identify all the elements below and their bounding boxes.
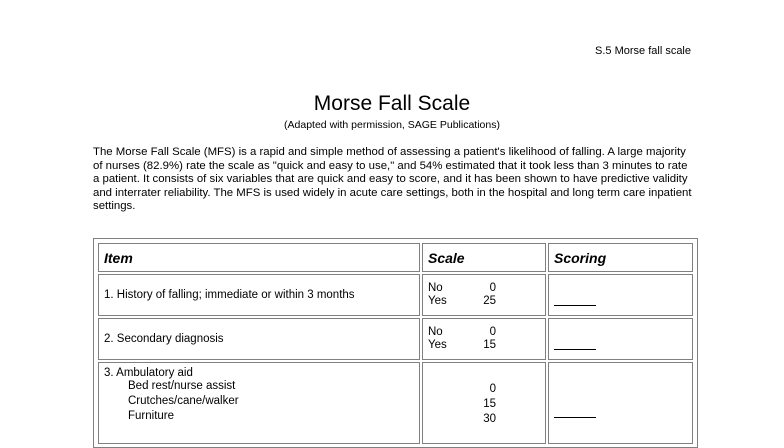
page-reference: S.5 Morse fall scale [595, 45, 691, 57]
scale-value: 25 [483, 295, 496, 307]
scale-cell [422, 274, 546, 316]
header-item: Item [98, 243, 420, 272]
scale-option [428, 339, 540, 352]
header-scoring: Scoring [548, 243, 693, 272]
scale-label: No [428, 282, 443, 294]
intro-paragraph: The Morse Fall Scale (MFS) is a rapid and simple method of assessing a patient's likelihood of falling. A large majority of nurses (82.9%) rate the scale as "quick and easy to use," and 54% estimated that it took less than 3 minutes to rate a patient. It consists of six variables that are quick and easy to score, and it has been shown to have predictive validity and interrater reliability. The MFS is used widely in acute care settings, both in the hospital and long term care inpatient settings. [93, 146, 692, 213]
scale-value: 0 [489, 326, 496, 338]
score-blank-line[interactable] [554, 349, 596, 350]
scale-value: 30 [483, 413, 496, 425]
table-row [98, 362, 693, 444]
scoring-cell[interactable] [548, 318, 693, 360]
scale-cell [422, 362, 546, 444]
page-title: Morse Fall Scale [313, 92, 471, 115]
page-subtitle: (Adapted with permission, SAGE Publications) [284, 119, 500, 131]
scale-option [428, 412, 540, 427]
item-cell [98, 362, 420, 444]
scale-label: Yes [428, 295, 447, 307]
score-blank-line[interactable] [554, 417, 596, 418]
scale-option [428, 397, 540, 412]
scale-cell [422, 318, 546, 360]
score-blank-line[interactable] [554, 305, 596, 306]
scale-value: 0 [489, 282, 496, 294]
scale-option [428, 382, 540, 397]
scale-value: 15 [483, 339, 496, 351]
scale-option [428, 295, 540, 308]
scale-table-frame [93, 238, 698, 448]
sub-item: Bed rest/nurse assist [128, 380, 236, 392]
sub-item: Furniture [128, 410, 175, 422]
scale-label: Yes [428, 339, 447, 351]
scale-label: No [428, 326, 443, 338]
header-scale: Scale [422, 243, 546, 272]
scale-value: 15 [483, 398, 496, 410]
scoring-cell[interactable] [548, 362, 693, 444]
table-row [98, 274, 693, 316]
scoring-cell[interactable] [548, 274, 693, 316]
table-header-row [98, 243, 693, 272]
scale-option [428, 326, 540, 339]
item-cell: 1. History of falling; immediate or within 3 months [98, 274, 420, 316]
item-title: 3. Ambulatory aid [104, 367, 193, 379]
item-cell: 2. Secondary diagnosis [98, 318, 420, 360]
scale-table [96, 241, 695, 446]
scale-option [428, 282, 540, 295]
scale-value: 0 [489, 383, 496, 395]
sub-item: Crutches/cane/walker [128, 395, 239, 407]
table-row [98, 318, 693, 360]
